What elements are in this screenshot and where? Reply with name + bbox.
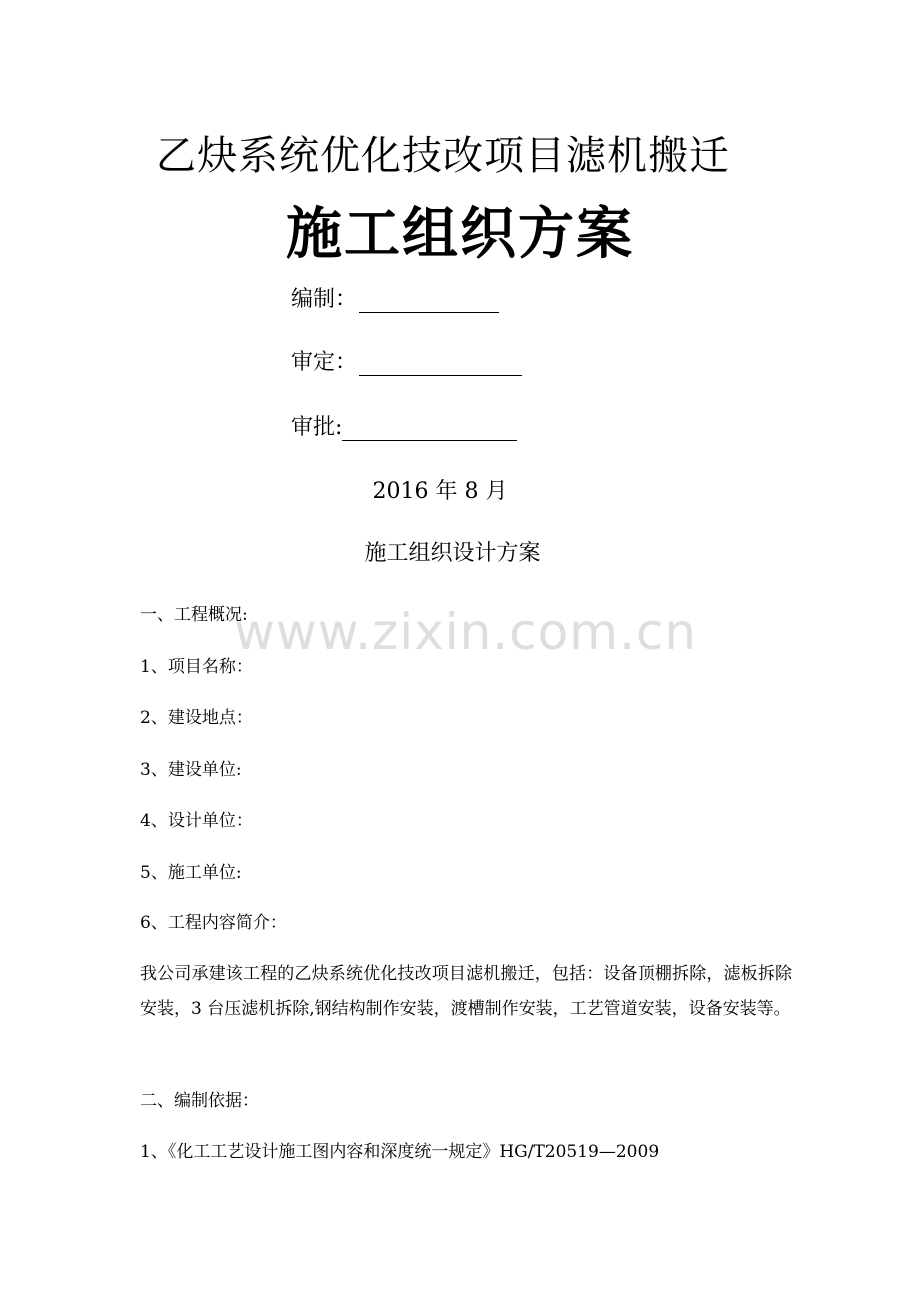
basis-item-1: 1、《化工工艺设计施工图内容和深度统一规定》HG/T20519—2009 [140, 1142, 660, 1162]
approver-signature-row [291, 410, 517, 441]
editor-label: 编制： [291, 287, 358, 312]
item-scope-summary: 6、工程内容简介： [140, 913, 287, 933]
reviewer-signature-row [291, 345, 522, 376]
cover-title-sub: 施工组织方案 [286, 202, 634, 267]
section1-title: 一、工程概况: [140, 605, 248, 625]
editor-signature-row [291, 282, 499, 313]
watermark: www.zixin.com.cn [234, 603, 698, 661]
approver-signature-line [342, 416, 517, 441]
item-design-unit: 4、设计单位： [140, 811, 253, 831]
reviewer-label: 审定： [291, 350, 358, 375]
doc-heading: 施工组织设计方案 [364, 541, 541, 566]
cover-title-main: 乙炔系统优化技改项目滤机搬迁 [156, 133, 730, 179]
approver-label: 审批: [291, 415, 343, 440]
item-project-name: 1、项目名称： [140, 657, 253, 677]
editor-signature-line [359, 288, 499, 313]
section2-title: 二、编制依据： [140, 1091, 259, 1111]
reviewer-signature-line [359, 351, 522, 376]
cover-date: 2016 年 8 月 [372, 479, 508, 504]
item-construction-site: 2、建设地点： [140, 708, 253, 728]
scope-paragraph: 我公司承建该工程的乙炔系统优化技改项目滤机搬迁，包括：设备顶棚拆除，滤板拆除安装，3 台压滤机拆除,钢结构制作安装，渡槽制作安装，工艺管道安装，设备安装等。 [140, 964, 792, 1019]
item-construction-unit: 3、建设单位: [140, 760, 242, 780]
item-contractor: 5、施工单位: [140, 863, 242, 883]
